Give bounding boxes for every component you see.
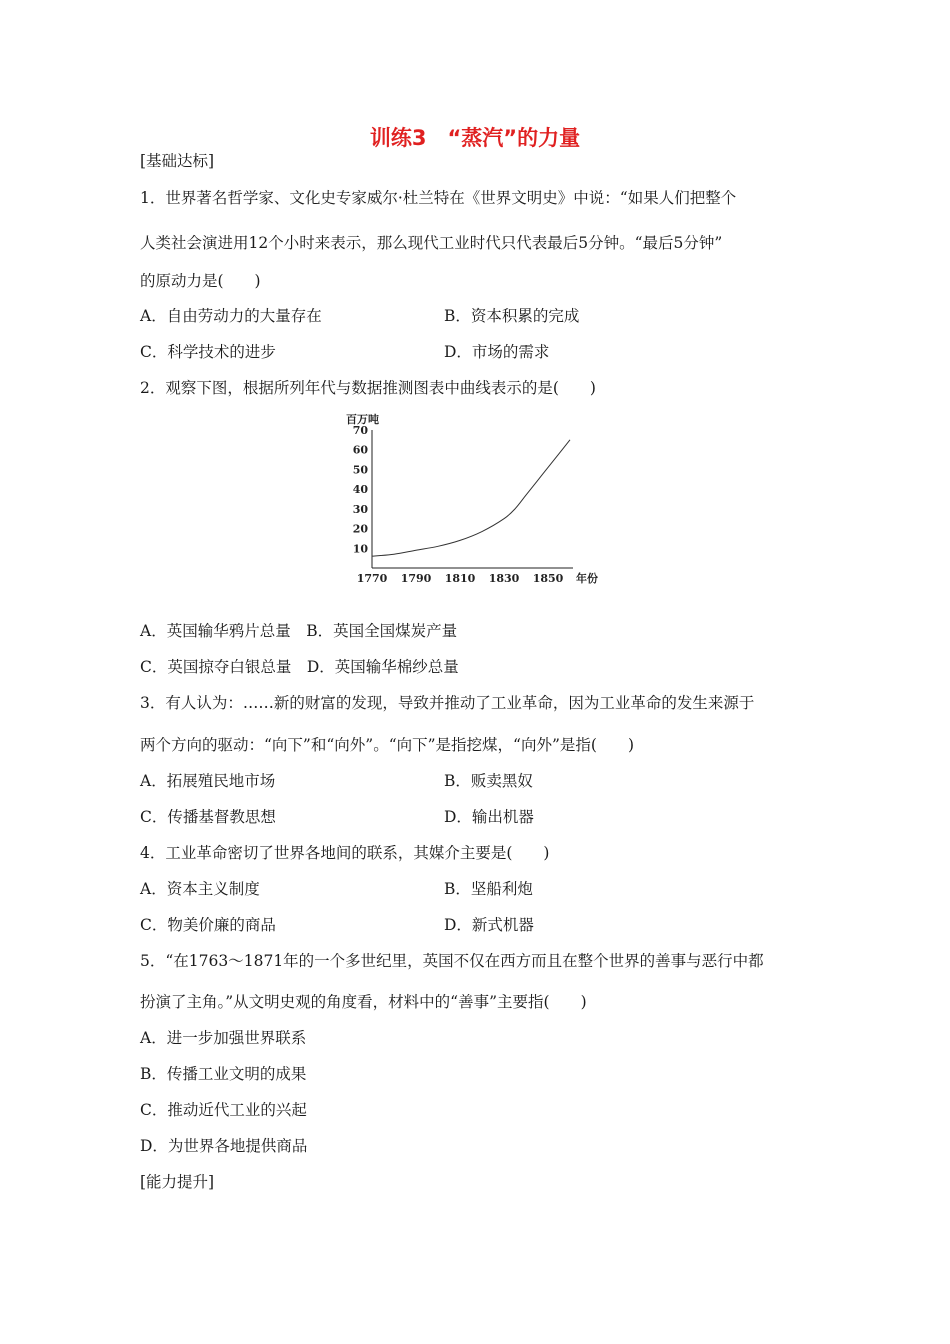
q2-options-ab: A．英国输华鸦片总量 B．英国全国煤炭产量 [140,622,458,640]
q4-option-b: B．坚船利炮 [444,880,533,898]
q1-line-3: 的原动力是( ) [140,272,261,290]
x-tick-label-4: 1850 [532,572,564,585]
q4-option-a: A．资本主义制度 [140,880,260,898]
x-tick-label-2: 1810 [444,572,476,585]
coal-production-chart [335,408,615,590]
x-tick-label-3: 1830 [488,572,520,585]
q1-line-1: 1．世界著名哲学家、文化史专家威尔·杜兰特在《世界文明史》中说：“如果人们把整个 [140,189,737,207]
q5-line-2: 扮演了主角。”从文明史观的角度看，材料中的“善事”主要指( ) [140,993,587,1011]
x-tick-label-0: 1770 [356,572,388,585]
series-line [372,440,570,556]
q3-option-c: C．传播基督教思想 [140,808,276,826]
section-heading-advanced: [能力提升] [140,1173,215,1191]
section-heading-basic: [基础达标] [140,152,215,170]
q3-option-d: D．输出机器 [444,808,534,826]
y-tick-label-5: 60 [352,443,368,457]
q5-option-d: D．为世界各地提供商品 [140,1137,308,1155]
q1-option-c: C．科学技术的进步 [140,343,276,361]
q3-line-1: 3．有人认为：……新的财富的发现，导致并推动了工业革命，因为工业革命的发生来源于 [140,694,755,712]
x-tick-label-1: 1790 [400,572,432,585]
q4-option-c: C．物美价廉的商品 [140,916,276,934]
chart-ylabel: 百万吨 [346,413,379,426]
y-tick-label-2: 30 [352,502,368,516]
q1-option-d: D．市场的需求 [444,343,550,361]
y-tick-label-6: 70 [352,424,368,437]
q5-option-c: C．推动近代工业的兴起 [140,1101,307,1119]
q5-line-1: 5．“在1763～1871年的一个多世纪里，英国不仅在西方而且在整个世界的善事与恶行中都 [140,952,764,970]
q1-option-b: B．资本积累的完成 [444,307,580,325]
q1-option-a: A．自由劳动力的大量存在 [140,307,322,325]
q3-option-a: A．拓展殖民地市场 [140,772,276,790]
y-tick-label-4: 50 [352,463,368,477]
q4-stem: 4．工业革命密切了世界各地间的联系，其媒介主要是( ) [140,844,550,862]
y-tick-label-3: 40 [352,483,368,497]
y-tick-label-1: 20 [352,522,368,536]
page-title: 训练3 “蒸汽”的力量 [369,126,581,150]
q2-options-cd: C．英国掠夺白银总量 D．英国输华棉纱总量 [140,658,459,676]
q2-stem: 2．观察下图，根据所列年代与数据推测图表中曲线表示的是( ) [140,379,596,397]
q4-option-d: D．新式机器 [444,916,534,934]
y-tick-label-0: 10 [352,542,368,556]
q5-option-a: A．进一步加强世界联系 [140,1029,307,1047]
q5-option-b: B．传播工业文明的成果 [140,1065,307,1083]
q3-option-b: B．贩卖黑奴 [444,772,533,790]
chart-xlabel: 年份 [576,572,598,585]
q1-line-2: 人类社会演进用12个小时来表示，那么现代工业时代只代表最后5分钟。“最后5分钟” [140,234,723,252]
q3-line-2: 两个方向的驱动：“向下”和“向外”。“向下”是指挖煤，“向外”是指( ) [140,736,634,754]
